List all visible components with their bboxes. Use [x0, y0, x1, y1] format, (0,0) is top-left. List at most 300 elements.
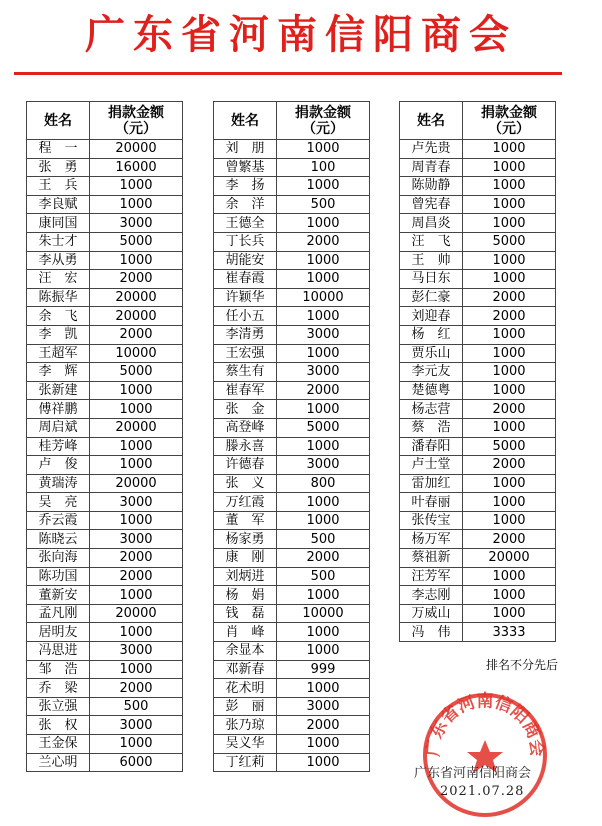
donation-amount: 1000 — [277, 214, 370, 233]
donor-name: 陈勋静 — [400, 177, 463, 196]
donor-name: 王德全 — [214, 214, 277, 233]
table-row — [27, 549, 183, 568]
donation-amount: 1000 — [90, 456, 183, 475]
donor-name: 朱士才 — [27, 232, 90, 251]
donation-amount: 10000 — [277, 604, 370, 623]
donation-amount: 2000 — [277, 381, 370, 400]
table-row — [214, 363, 370, 382]
donation-amount: 1000 — [90, 735, 183, 754]
donor-name: 万红霞 — [214, 493, 277, 512]
donor-name: 陈功国 — [27, 567, 90, 586]
donation-amount: 6000 — [90, 753, 183, 772]
donor-name: 彭 丽 — [214, 697, 277, 716]
donation-amount: 3000 — [90, 642, 183, 661]
donor-name: 王宏强 — [214, 344, 277, 363]
donor-name: 张 义 — [214, 474, 277, 493]
donor-name: 张向海 — [27, 549, 90, 568]
donor-name: 张传宝 — [400, 511, 463, 530]
donation-amount: 1000 — [463, 418, 556, 437]
donor-name: 张 权 — [27, 716, 90, 735]
table-row — [214, 418, 370, 437]
donor-name: 刘 朋 — [214, 140, 277, 159]
donation-amount: 1000 — [463, 270, 556, 289]
donor-name: 许德春 — [214, 456, 277, 475]
table-row — [214, 586, 370, 605]
donation-amount: 500 — [277, 530, 370, 549]
table-row — [27, 177, 183, 196]
title-divider — [14, 72, 562, 75]
table-row — [27, 697, 183, 716]
donation-amount: 1000 — [277, 623, 370, 642]
donation-amount: 20000 — [90, 140, 183, 159]
donor-name: 任小五 — [214, 307, 277, 326]
table-row — [27, 530, 183, 549]
donor-name: 黄瑞涛 — [27, 474, 90, 493]
donor-name: 余显本 — [214, 642, 277, 661]
donation-amount: 500 — [90, 697, 183, 716]
official-seal — [420, 690, 550, 820]
donation-amount: 3000 — [90, 493, 183, 512]
donation-amount: 1000 — [463, 325, 556, 344]
table-row — [400, 474, 556, 493]
table-row — [400, 363, 556, 382]
donor-name: 孟凡刚 — [27, 604, 90, 623]
table-row — [27, 400, 183, 419]
table-row — [214, 660, 370, 679]
donation-amount: 2000 — [463, 288, 556, 307]
donation-amount: 20000 — [90, 604, 183, 623]
table-row — [214, 232, 370, 251]
donation-amount: 5000 — [90, 232, 183, 251]
donor-name: 张 金 — [214, 400, 277, 419]
donation-amount: 1000 — [277, 493, 370, 512]
donor-name: 乔 梁 — [27, 679, 90, 698]
donation-amount: 1000 — [463, 511, 556, 530]
table-row — [27, 158, 183, 177]
donor-name: 张乃琼 — [214, 716, 277, 735]
table-row — [27, 604, 183, 623]
donor-table-3 — [399, 101, 556, 642]
donation-amount: 1000 — [463, 381, 556, 400]
donation-amount: 2000 — [463, 400, 556, 419]
table-header-row — [400, 102, 556, 140]
page-title: 广东省河南信阳商会 — [85, 11, 517, 58]
donor-name: 贾乐山 — [400, 344, 463, 363]
donation-amount: 500 — [277, 567, 370, 586]
table-row — [400, 195, 556, 214]
donor-name: 李从勇 — [27, 251, 90, 270]
table-header-row — [27, 102, 183, 140]
table-row — [400, 511, 556, 530]
table-row — [214, 697, 370, 716]
donor-name: 冯思进 — [27, 642, 90, 661]
table-row — [27, 325, 183, 344]
donor-name: 余 飞 — [27, 307, 90, 326]
donor-name: 张新建 — [27, 381, 90, 400]
table-row — [214, 307, 370, 326]
table-row — [27, 437, 183, 456]
table-row — [214, 716, 370, 735]
donation-amount: 1000 — [277, 344, 370, 363]
table-row — [400, 400, 556, 419]
table-row — [214, 270, 370, 289]
donor-name: 叶春丽 — [400, 493, 463, 512]
donor-name: 滕永喜 — [214, 437, 277, 456]
donor-name: 彭仁豪 — [400, 288, 463, 307]
donor-name: 陈晓云 — [27, 530, 90, 549]
donation-amount: 10000 — [277, 288, 370, 307]
seal-text: 广东省河南信阳商会 — [423, 691, 547, 758]
donor-name: 崔春军 — [214, 381, 277, 400]
donation-amount: 5000 — [463, 437, 556, 456]
table-row — [400, 437, 556, 456]
donor-name: 许颖华 — [214, 288, 277, 307]
table-row — [27, 753, 183, 772]
table-row — [214, 604, 370, 623]
donation-amount: 20000 — [90, 288, 183, 307]
donor-name: 李志刚 — [400, 586, 463, 605]
table-row — [214, 381, 370, 400]
donor-name: 桂芳峰 — [27, 437, 90, 456]
donation-amount: 1000 — [463, 177, 556, 196]
table-row — [214, 623, 370, 642]
table-row — [400, 381, 556, 400]
donor-name: 蔡生有 — [214, 363, 277, 382]
table-row — [214, 400, 370, 419]
donor-name: 吴 亮 — [27, 493, 90, 512]
donor-name: 康 刚 — [214, 549, 277, 568]
donation-amount: 500 — [277, 195, 370, 214]
table-row — [400, 307, 556, 326]
amount-header-line1: 捐款金额 — [108, 104, 164, 121]
table-row — [214, 456, 370, 475]
table-row — [27, 493, 183, 512]
table-row — [27, 418, 183, 437]
donation-amount: 1000 — [277, 735, 370, 754]
table-row — [27, 511, 183, 530]
donor-name: 董 军 — [214, 511, 277, 530]
table-row — [214, 437, 370, 456]
table-row — [214, 474, 370, 493]
donor-name: 王金保 — [27, 735, 90, 754]
table-row — [214, 158, 370, 177]
table-row — [400, 493, 556, 512]
donor-name: 潘春阳 — [400, 437, 463, 456]
donor-name: 杨 娟 — [214, 586, 277, 605]
table-row — [214, 642, 370, 661]
table-row — [400, 158, 556, 177]
amount-header — [463, 102, 556, 140]
table-row — [400, 232, 556, 251]
table-row — [214, 195, 370, 214]
table-row — [27, 660, 183, 679]
donation-amount: 1000 — [463, 251, 556, 270]
donor-name: 蔡祖新 — [400, 549, 463, 568]
donation-amount: 2000 — [277, 716, 370, 735]
table-row — [214, 493, 370, 512]
donor-name: 肖 峰 — [214, 623, 277, 642]
table-row — [214, 735, 370, 754]
amount-header — [277, 102, 370, 140]
table-row — [214, 753, 370, 772]
donor-name: 汪 宏 — [27, 270, 90, 289]
amount-header-line2: （元） — [488, 120, 530, 137]
donation-amount: 1000 — [463, 140, 556, 159]
donation-amount: 1000 — [463, 158, 556, 177]
donation-amount: 1000 — [463, 474, 556, 493]
donation-amount: 3000 — [90, 214, 183, 233]
donation-amount: 1000 — [90, 437, 183, 456]
donation-amount: 3000 — [277, 456, 370, 475]
name-header: 姓名 — [400, 102, 463, 140]
donation-amount: 1000 — [463, 344, 556, 363]
ranking-note: 排名不分先后 — [486, 658, 559, 672]
donor-name: 王 兵 — [27, 177, 90, 196]
table-row — [214, 251, 370, 270]
table-row — [400, 549, 556, 568]
donation-amount: 1000 — [277, 307, 370, 326]
donor-name: 李元友 — [400, 363, 463, 382]
table-row — [214, 679, 370, 698]
donation-amount: 1000 — [277, 177, 370, 196]
donation-amount: 1000 — [277, 437, 370, 456]
donor-name: 丁红莉 — [214, 753, 277, 772]
footer-date: 2021.07.28 — [440, 784, 525, 799]
donation-amount: 800 — [277, 474, 370, 493]
donation-amount: 5000 — [463, 232, 556, 251]
table-header-row — [214, 102, 370, 140]
table-row — [27, 363, 183, 382]
donation-amount: 2000 — [463, 307, 556, 326]
table-row — [214, 288, 370, 307]
donation-amount: 2000 — [463, 456, 556, 475]
donor-name: 马日东 — [400, 270, 463, 289]
donor-name: 崔春霞 — [214, 270, 277, 289]
table-row — [27, 567, 183, 586]
donation-amount: 1000 — [277, 400, 370, 419]
donation-amount: 3333 — [463, 623, 556, 642]
donation-amount: 1000 — [90, 623, 183, 642]
amount-header — [90, 102, 183, 140]
donation-amount: 1000 — [90, 400, 183, 419]
table-row — [27, 214, 183, 233]
donor-name: 丁长兵 — [214, 232, 277, 251]
donation-amount: 1000 — [277, 140, 370, 159]
table-row — [214, 530, 370, 549]
donor-name: 杨志营 — [400, 400, 463, 419]
donor-name: 花术明 — [214, 679, 277, 698]
donation-amount: 1000 — [90, 177, 183, 196]
donor-table-2 — [213, 101, 370, 772]
donor-name: 卢士堂 — [400, 456, 463, 475]
table-row — [27, 381, 183, 400]
table-row — [400, 288, 556, 307]
donation-amount: 1000 — [277, 511, 370, 530]
donor-name: 周青春 — [400, 158, 463, 177]
table-row — [400, 567, 556, 586]
table-row — [27, 642, 183, 661]
donation-amount: 1000 — [277, 642, 370, 661]
donation-amount: 20000 — [90, 307, 183, 326]
donor-name: 李 扬 — [214, 177, 277, 196]
donation-amount: 1000 — [277, 586, 370, 605]
table-row — [400, 418, 556, 437]
donor-name: 乔云霞 — [27, 511, 90, 530]
donation-amount: 1000 — [463, 493, 556, 512]
donor-name: 楚德粤 — [400, 381, 463, 400]
donation-amount: 2000 — [90, 270, 183, 289]
donor-name: 王超军 — [27, 344, 90, 363]
table-row — [27, 288, 183, 307]
donor-name: 余 洋 — [214, 195, 277, 214]
table-row — [27, 232, 183, 251]
table-row — [27, 735, 183, 754]
donor-name: 高登峰 — [214, 418, 277, 437]
donation-amount: 5000 — [90, 363, 183, 382]
table-row — [400, 270, 556, 289]
table-row — [400, 177, 556, 196]
donor-name: 雷加红 — [400, 474, 463, 493]
amount-header-line1: 捐款金额 — [481, 104, 537, 121]
table-row — [27, 140, 183, 159]
donor-name: 陈振华 — [27, 288, 90, 307]
table-row — [400, 214, 556, 233]
donation-amount: 2000 — [277, 549, 370, 568]
donor-name: 邓新春 — [214, 660, 277, 679]
donor-name: 卢 俊 — [27, 456, 90, 475]
table-row — [400, 586, 556, 605]
donation-amount: 2000 — [90, 549, 183, 568]
donation-amount: 1000 — [90, 251, 183, 270]
donor-name: 卢先贵 — [400, 140, 463, 159]
name-header: 姓名 — [214, 102, 277, 140]
donor-name: 程 一 — [27, 140, 90, 159]
donation-amount: 1000 — [90, 195, 183, 214]
donor-name: 杨万军 — [400, 530, 463, 549]
table-row — [214, 140, 370, 159]
donation-amount: 999 — [277, 660, 370, 679]
donor-name: 张 勇 — [27, 158, 90, 177]
donor-name: 周启斌 — [27, 418, 90, 437]
table-row — [214, 344, 370, 363]
donor-name: 杨家勇 — [214, 530, 277, 549]
table-row — [400, 530, 556, 549]
donor-name: 董新安 — [27, 586, 90, 605]
donation-amount: 3000 — [90, 530, 183, 549]
donation-amount: 1000 — [90, 381, 183, 400]
donor-name: 康同国 — [27, 214, 90, 233]
donation-amount: 1000 — [277, 753, 370, 772]
donation-amount: 20000 — [463, 549, 556, 568]
donor-name: 周昌炎 — [400, 214, 463, 233]
donation-amount: 3000 — [277, 697, 370, 716]
donation-amount: 1000 — [277, 679, 370, 698]
donation-amount: 1000 — [463, 604, 556, 623]
donation-amount: 2000 — [90, 567, 183, 586]
table-row — [214, 214, 370, 233]
donation-amount: 2000 — [90, 325, 183, 344]
table-row — [27, 344, 183, 363]
donation-amount: 10000 — [90, 344, 183, 363]
donation-amount: 1000 — [277, 270, 370, 289]
donation-amount: 2000 — [90, 679, 183, 698]
donation-amount: 3000 — [277, 325, 370, 344]
donation-amount: 16000 — [90, 158, 183, 177]
donor-name: 刘迎春 — [400, 307, 463, 326]
table-row — [27, 195, 183, 214]
donor-name: 兰心明 — [27, 753, 90, 772]
donor-name: 张立强 — [27, 697, 90, 716]
donation-amount: 20000 — [90, 474, 183, 493]
donation-amount: 1000 — [90, 511, 183, 530]
table-row — [214, 567, 370, 586]
table-row — [27, 270, 183, 289]
amount-header-line2: （元） — [115, 120, 157, 137]
donation-amount: 20000 — [90, 418, 183, 437]
table-row — [400, 623, 556, 642]
name-header: 姓名 — [27, 102, 90, 140]
donation-amount: 3000 — [90, 716, 183, 735]
table-row — [214, 177, 370, 196]
donor-name: 王 帅 — [400, 251, 463, 270]
footer-organization: 广东省河南信阳商会 — [414, 766, 532, 781]
donor-name: 李良赋 — [27, 195, 90, 214]
donation-amount: 1000 — [463, 586, 556, 605]
table-row — [27, 679, 183, 698]
donation-amount: 1000 — [463, 363, 556, 382]
donor-name: 吴义华 — [214, 735, 277, 754]
donor-name: 居明友 — [27, 623, 90, 642]
donor-name: 万威山 — [400, 604, 463, 623]
table-row — [400, 604, 556, 623]
amount-header-line1: 捐款金额 — [295, 104, 351, 121]
table-row — [214, 549, 370, 568]
table-row — [400, 456, 556, 475]
donor-name: 邹 浩 — [27, 660, 90, 679]
table-row — [400, 344, 556, 363]
donation-amount: 1000 — [277, 251, 370, 270]
donor-name: 李 凯 — [27, 325, 90, 344]
donor-name: 李 辉 — [27, 363, 90, 382]
table-row — [400, 325, 556, 344]
donor-name: 汪芳军 — [400, 567, 463, 586]
donor-name: 胡能安 — [214, 251, 277, 270]
donor-name: 蔡 浩 — [400, 418, 463, 437]
donation-amount: 3000 — [277, 363, 370, 382]
table-row — [400, 251, 556, 270]
amount-header-line2: （元） — [302, 120, 344, 137]
donor-name: 傅祥鹏 — [27, 400, 90, 419]
donor-name: 冯 伟 — [400, 623, 463, 642]
table-row — [27, 474, 183, 493]
donation-amount: 5000 — [277, 418, 370, 437]
donor-name: 刘炳进 — [214, 567, 277, 586]
donor-name: 杨 红 — [400, 325, 463, 344]
donor-name: 曾宪春 — [400, 195, 463, 214]
donor-table-1 — [26, 101, 183, 772]
donation-amount: 2000 — [463, 530, 556, 549]
donation-amount: 1000 — [90, 586, 183, 605]
table-row — [27, 251, 183, 270]
donor-name: 曾繁基 — [214, 158, 277, 177]
donation-amount: 2000 — [277, 232, 370, 251]
table-row — [27, 716, 183, 735]
donor-name: 汪 飞 — [400, 232, 463, 251]
donor-name: 钱 磊 — [214, 604, 277, 623]
donation-amount: 1000 — [463, 214, 556, 233]
table-row — [214, 325, 370, 344]
donor-name: 李清勇 — [214, 325, 277, 344]
